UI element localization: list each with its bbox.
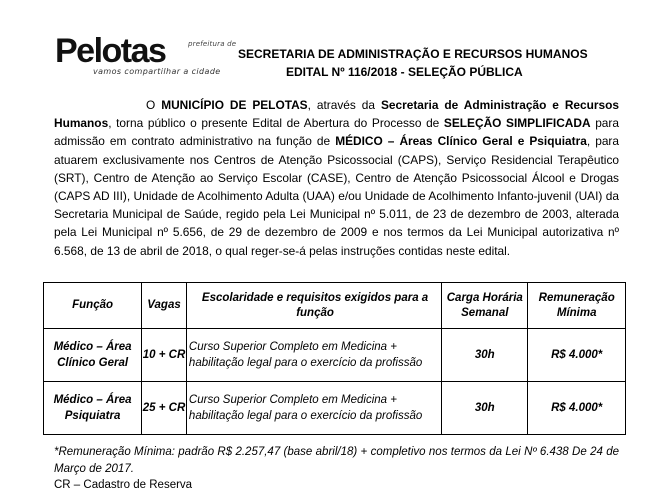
row-vagas: 10 + CR: [142, 329, 187, 382]
row-remuneracao: R$ 4.000*: [528, 382, 626, 435]
table-row: [44, 382, 626, 435]
row-vagas: 25 + CR: [142, 382, 187, 435]
municipio-name: MUNICÍPIO DE PELOTAS: [161, 98, 308, 112]
table-row: [44, 329, 626, 382]
header-escolaridade: Escolaridade e requisitos exigidos para a função: [186, 283, 441, 329]
header-remuneracao: Remuneração Mínima: [528, 283, 626, 329]
selecao-label: SELEÇÃO SIMPLIFICADA: [443, 116, 591, 131]
document-header: [0, 0, 667, 90]
row-remuneracao: R$ 4.000*: [528, 329, 626, 382]
edital-body-paragraph: [54, 96, 619, 260]
remuneracao-footnote: *Remuneração Mínima: padrão R$ 2.257,47 (base abril/18) + completivo nos termos da Lei Nº 6.438 De 24 de Março de 2017.: [54, 446, 619, 475]
row-carga: 30h: [442, 329, 528, 382]
body-text-5: , para atuarem exclusivamente nos Centros de Atenção Psicossocial (CAPS), Serviço Residencial Terapêutico (SRT), Centro de Atenção ao Serviço Escolar (CASE), Centro de Atenção Psicossocial Álcool e Drogas (CAPS AD III), Unidade de Acolhimento Adulta (UAA) e/ou Unidade de Acolhimento Infanto-juvenil (UAI) da Secretaria Municipal de Saúde, regido pela Lei Municipal nº 5.011, de 23 de dezembro de 2003, alterada pela Lei Municipal nº 5.656, de 29 de dezembro de 2009 e nos termos da Lei Municipal autorizativa nº 6.568, de 13 de abril de 2018, o qual reger-se-á pelas instruções contidas neste edital.: [54, 134, 620, 258]
header-carga: Carga Horária Semanal: [442, 283, 528, 329]
body-text-2: , através da: [307, 98, 381, 112]
table-header-row: [44, 283, 626, 329]
body-text-4: para admissão em contrato administrativo na função de: [54, 116, 619, 149]
row-funcao: Médico – Área Psiquiatra: [44, 382, 142, 435]
funcao-label: MÉDICO – Áreas Clínico Geral e Psiquiatra: [335, 134, 587, 149]
row-escolaridade: Curso Superior Completo em Medicina + habilitação legal para o exercício da profissão: [186, 329, 441, 382]
header-vagas: Vagas: [142, 283, 187, 329]
header-funcao: Função: [44, 283, 142, 329]
row-carga: 30h: [442, 382, 528, 435]
edital-title: EDITAL Nº 116/2018 - SELEÇÃO PÚBLICA: [286, 65, 523, 79]
row-funcao: Médico – Área Clínico Geral: [44, 329, 142, 382]
secretaria-name: Secretaria de Administração e Recursos Humanos: [54, 98, 620, 131]
body-text-3: , torna público o presente Edital de Abertura do Processo de: [108, 116, 444, 131]
row-escolaridade: Curso Superior Completo em Medicina + habilitação legal para o exercício da profissão: [186, 382, 441, 435]
secretaria-title: SECRETARIA DE ADMINISTRAÇÃO E RECURSOS HUMANOS: [238, 47, 588, 61]
body-text-1: O: [146, 98, 162, 112]
cr-footnote: CR – Cadastro de Reserva: [54, 479, 193, 491]
pelotas-logo: [55, 34, 245, 80]
vacancies-table: [43, 282, 626, 435]
logo-prefix: prefeitura de: [188, 40, 237, 48]
logo-tagline: vamos compartilhar a cidade: [93, 67, 221, 76]
logo-wordmark: Pelotas: [55, 32, 166, 70]
